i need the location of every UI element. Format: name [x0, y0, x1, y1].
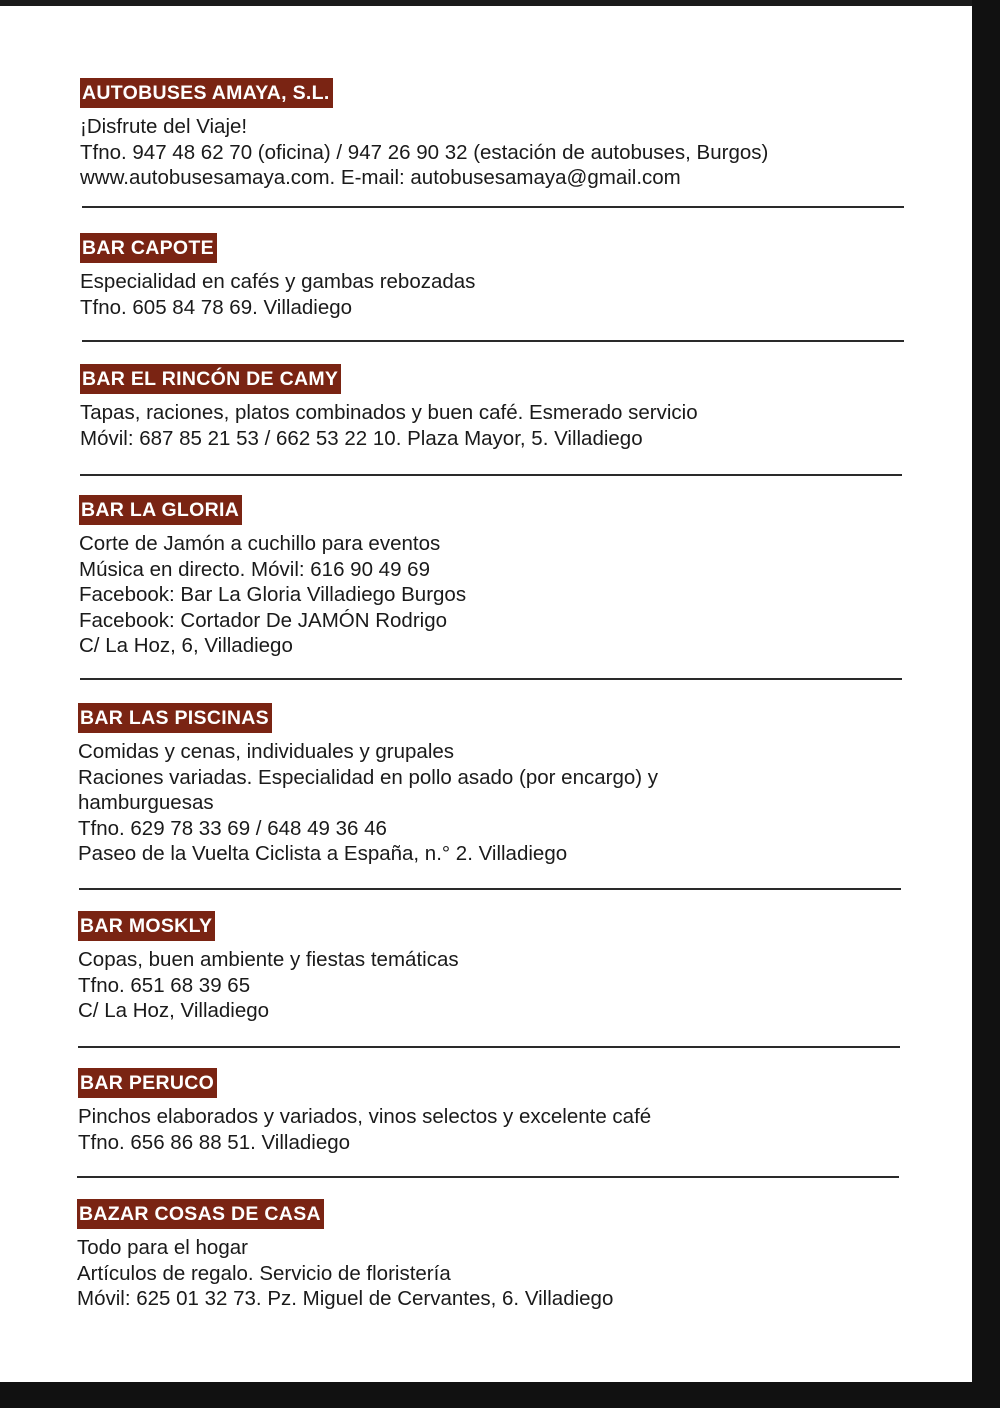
- section-divider: [78, 1046, 900, 1048]
- listing-title: BAR LA GLORIA: [79, 495, 242, 525]
- listing-line: Raciones variadas. Especialidad en pollo asado (por encargo) y: [78, 765, 659, 789]
- listing-line: Corte de Jamón a cuchillo para eventos: [79, 532, 441, 555]
- listing-line: Tfno. 947 48 62 70 (oficina) / 947 26 90 32 (estación de autobuses, Burgos): [80, 140, 769, 164]
- listing-line: Facebook: Bar La Gloria Villadiego Burgos: [79, 583, 467, 606]
- listing-details: [80, 269, 920, 320]
- listing-line: Tfno. 656 86 88 51. Villadiego: [78, 1130, 351, 1154]
- section-divider: [82, 206, 904, 208]
- listing-line: Móvil: 625 01 32 73. Pz. Miguel de Cervantes, 6. Villadiego: [77, 1287, 614, 1310]
- listing-line: www.autobusesamaya.com. E-mail: autobusesamaya@gmail.com: [80, 166, 681, 189]
- listing-line: Especialidad en cafés y gambas rebozadas: [80, 270, 476, 293]
- listing-title: BAR EL RINCÓN DE CAMY: [80, 364, 341, 394]
- listing-bar-el-rincon-de-camy: [80, 364, 920, 451]
- listing-title: AUTOBUSES AMAYA, S.L.: [80, 78, 333, 108]
- page-scan-edge-top: [0, 0, 1000, 6]
- listing-line: Todo para el hogar: [77, 1236, 248, 1259]
- listing-bar-la-gloria: [79, 495, 919, 659]
- listing-line: Artículos de regalo. Servicio de floristería: [77, 1261, 451, 1285]
- listing-line: Pinchos elaborados y variados, vinos selectos y excelente café: [78, 1105, 652, 1128]
- listing-line: Tfno. 651 68 39 65: [78, 973, 251, 997]
- section-divider: [77, 1176, 899, 1178]
- listing-line: C/ La Hoz, 6, Villadiego: [79, 634, 293, 657]
- listing-line: Tfno. 605 84 78 69. Villadiego: [80, 295, 353, 319]
- listing-title: BAR LAS PISCINAS: [78, 703, 272, 733]
- listing-bazar-cosas-de-casa: [77, 1199, 917, 1312]
- listing-line: Móvil: 687 85 21 53 / 662 53 22 10. Plaza Mayor, 5. Villadiego: [80, 426, 643, 450]
- listing-line: C/ La Hoz, Villadiego: [78, 999, 270, 1022]
- listing-title: BAR MOSKLY: [78, 911, 215, 941]
- listing-details: [79, 531, 919, 659]
- listing-title: BAR PERUCO: [78, 1068, 217, 1098]
- listing-line: Comidas y cenas, individuales y grupales: [78, 740, 455, 763]
- section-divider: [82, 340, 904, 342]
- listing-line: Tfno. 629 78 33 69 / 648 49 36 46: [78, 816, 387, 840]
- listing-details: [78, 1104, 918, 1155]
- listing-bar-las-piscinas: [78, 703, 918, 867]
- listing-line: Música en directo. Móvil: 616 90 49 69: [79, 557, 430, 581]
- section-divider: [80, 474, 902, 476]
- listing-bar-peruco: [78, 1068, 918, 1155]
- listing-line: Copas, buen ambiente y fiestas temáticas: [78, 948, 459, 971]
- listing-bar-capote: [80, 233, 920, 320]
- listing-title: BAZAR COSAS DE CASA: [77, 1199, 324, 1229]
- listing-details: [77, 1235, 917, 1312]
- listing-line: Tapas, raciones, platos combinados y buen café. Esmerado servicio: [80, 401, 698, 424]
- listing-autobuses-amaya: [80, 78, 920, 191]
- listing-line: ¡Disfrute del Viaje!: [80, 115, 248, 138]
- listing-details: [80, 400, 920, 451]
- listing-line: Facebook: Cortador De JAMÓN Rodrigo: [79, 608, 448, 632]
- page-scan-edge-right: [972, 0, 1000, 1408]
- listing-details: [80, 114, 920, 191]
- listing-details: [78, 739, 918, 867]
- section-divider: [79, 888, 901, 890]
- listing-bar-moskly: [78, 911, 918, 1024]
- listing-line: Paseo de la Vuelta Ciclista a España, n.° 2. Villadiego: [78, 842, 568, 865]
- listing-details: [78, 947, 918, 1024]
- listing-line: hamburguesas: [78, 791, 214, 814]
- listing-title: BAR CAPOTE: [80, 233, 217, 263]
- page-scan-edge-bottom: [0, 1382, 1000, 1408]
- section-divider: [80, 678, 902, 680]
